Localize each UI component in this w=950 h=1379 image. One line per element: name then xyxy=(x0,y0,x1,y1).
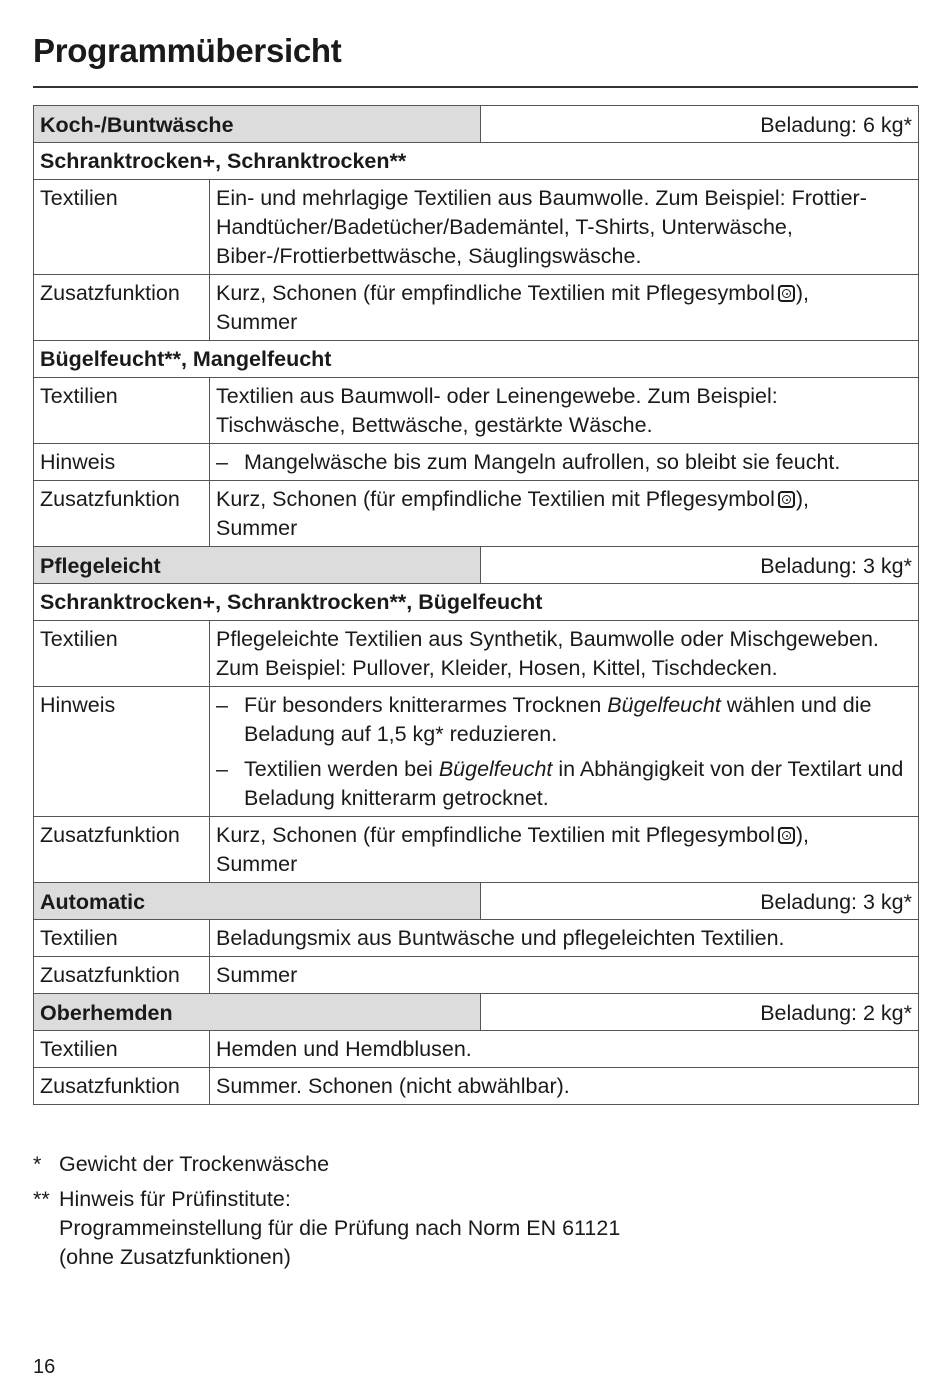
program-name: Pflegeleicht xyxy=(34,547,481,584)
table-row xyxy=(34,687,919,817)
footnote-text xyxy=(59,1185,620,1272)
sub-program-title: Bügelfeucht**, Mangelfeucht xyxy=(34,341,919,378)
program-header-koch xyxy=(34,106,919,143)
row-label: Textilien xyxy=(34,920,210,957)
row-value: Textilien aus Baumwoll- oder Leinengewebe. Zum Beispiel: Tischwäsche, Bettwäsche, gestärkte Wäsche. xyxy=(210,378,919,444)
row-label: Textilien xyxy=(34,621,210,687)
row-label: Zusatzfunktion xyxy=(34,481,210,547)
program-load: Beladung: 2 kg* xyxy=(481,994,919,1031)
title-divider xyxy=(33,86,918,88)
row-label: Hinweis xyxy=(34,687,210,817)
zusatz-text: Summer xyxy=(216,310,298,334)
hint-text: Mangelwäsche bis zum Mangeln aufrollen, so bleibt sie feucht. xyxy=(244,450,841,474)
table-row xyxy=(34,1068,919,1105)
hint-text-part: in Abhängigkeit von der Textilart und Beladung knitterarm getrocknet. xyxy=(244,757,904,810)
table-row xyxy=(34,817,919,883)
hint-text xyxy=(244,691,912,749)
hint-text-part: Textilien werden bei xyxy=(244,757,439,781)
footnote xyxy=(33,1185,918,1272)
footnote-text: Gewicht der Trockenwäsche xyxy=(59,1152,330,1176)
tumble-dry-gentle-icon xyxy=(778,491,795,508)
table-row xyxy=(34,1031,919,1068)
zusatz-text: ), xyxy=(795,487,810,511)
table-row xyxy=(34,444,919,481)
hint-emphasis: Bügelfeucht xyxy=(438,757,553,781)
hint-text-part: wählen und die Beladung auf 1,5 kg* reduzieren. xyxy=(244,693,872,746)
zusatz-text: Summer xyxy=(216,516,298,540)
row-value: Summer xyxy=(210,957,919,994)
tumble-dry-gentle-icon xyxy=(778,285,795,302)
table-row xyxy=(34,920,919,957)
footnote-line: Programmeinstellung für die Prüfung nach Norm EN 61121 xyxy=(59,1216,621,1240)
program-load: Beladung: 3 kg* xyxy=(481,883,919,920)
table-row xyxy=(34,378,919,444)
sub-header-row xyxy=(34,341,919,378)
zusatz-text: Summer xyxy=(216,852,298,876)
row-label: Zusatzfunktion xyxy=(34,957,210,994)
sub-header-row xyxy=(34,584,919,621)
table-row xyxy=(34,621,919,687)
row-label: Textilien xyxy=(34,378,210,444)
row-label: Textilien xyxy=(34,1031,210,1068)
row-value: Summer. Schonen (nicht abwählbar). xyxy=(210,1068,919,1105)
row-label: Hinweis xyxy=(34,444,210,481)
program-load: Beladung: 6 kg* xyxy=(481,106,919,143)
footnote xyxy=(33,1150,918,1179)
row-value: Pflegeleichte Textilien aus Synthetik, Baumwolle oder Mischgeweben. Zum Beispiel: Pullover, Kleider, Hosen, Kittel, Tischdecken. xyxy=(210,621,919,687)
row-label: Zusatzfunktion xyxy=(34,1068,210,1105)
sub-program-title: Schranktrocken+, Schranktrocken** xyxy=(34,143,919,180)
hint-item xyxy=(216,755,912,813)
row-value xyxy=(210,481,919,547)
program-header-pflegeleicht xyxy=(34,547,919,584)
hint-item xyxy=(216,448,912,477)
table-row xyxy=(34,180,919,275)
row-label: Zusatzfunktion xyxy=(34,275,210,341)
dash-mark: – xyxy=(216,450,228,474)
hint-text xyxy=(244,755,912,813)
program-table xyxy=(33,105,919,1105)
zusatz-text: Kurz, Schonen (für empfindliche Textilien mit Pflegesymbol xyxy=(216,281,775,305)
program-name: Automatic xyxy=(34,883,481,920)
sub-program-title: Schranktrocken+, Schranktrocken**, Bügelfeucht xyxy=(34,584,919,621)
row-value xyxy=(210,275,919,341)
table-row xyxy=(34,481,919,547)
footnote-mark: * xyxy=(33,1152,42,1176)
footnote-line: Hinweis für Prüfinstitute: xyxy=(59,1187,291,1211)
table-row xyxy=(34,275,919,341)
footnote-mark: ** xyxy=(33,1187,50,1211)
zusatz-text: ), xyxy=(795,281,810,305)
hint-text-part: Für besonders knitterarmes Trocknen xyxy=(244,693,608,717)
program-load: Beladung: 3 kg* xyxy=(481,547,919,584)
zusatz-text: Kurz, Schonen (für empfindliche Textilien mit Pflegesymbol xyxy=(216,823,775,847)
footnotes xyxy=(33,1150,918,1278)
zusatz-text: Kurz, Schonen (für empfindliche Textilien mit Pflegesymbol xyxy=(216,487,775,511)
table-row xyxy=(34,957,919,994)
row-label: Zusatzfunktion xyxy=(34,817,210,883)
dash-mark: – xyxy=(216,693,228,717)
footnote-line: (ohne Zusatzfunktionen) xyxy=(59,1245,291,1269)
hint-item xyxy=(216,691,912,749)
row-value xyxy=(210,687,919,817)
row-value xyxy=(210,817,919,883)
tumble-dry-gentle-icon xyxy=(778,827,795,844)
row-value: Hemden und Hemdblusen. xyxy=(210,1031,919,1068)
row-label: Textilien xyxy=(34,180,210,275)
program-name: Koch-/Buntwäsche xyxy=(34,106,481,143)
zusatz-text: ), xyxy=(795,823,810,847)
page-number: 16 xyxy=(33,1356,56,1378)
program-header-automatic xyxy=(34,883,919,920)
row-value xyxy=(210,444,919,481)
program-header-oberhemden xyxy=(34,994,919,1031)
hint-emphasis: Bügelfeucht xyxy=(607,693,721,717)
row-value: Beladungsmix aus Buntwäsche und pflegeleichten Textilien. xyxy=(210,920,919,957)
program-name: Oberhemden xyxy=(34,994,481,1031)
dash-mark: – xyxy=(216,757,228,781)
sub-header-row xyxy=(34,143,919,180)
page-title: Programmübersicht xyxy=(33,32,342,69)
row-value: Ein- und mehrlagige Textilien aus Baumwolle. Zum Beispiel: Frottier-Handtücher/Badetücher/Bademäntel, T-Shirts, Unterwäsche, Biber-/Frottierbettwäsche, Säuglingswäsche. xyxy=(210,180,919,275)
